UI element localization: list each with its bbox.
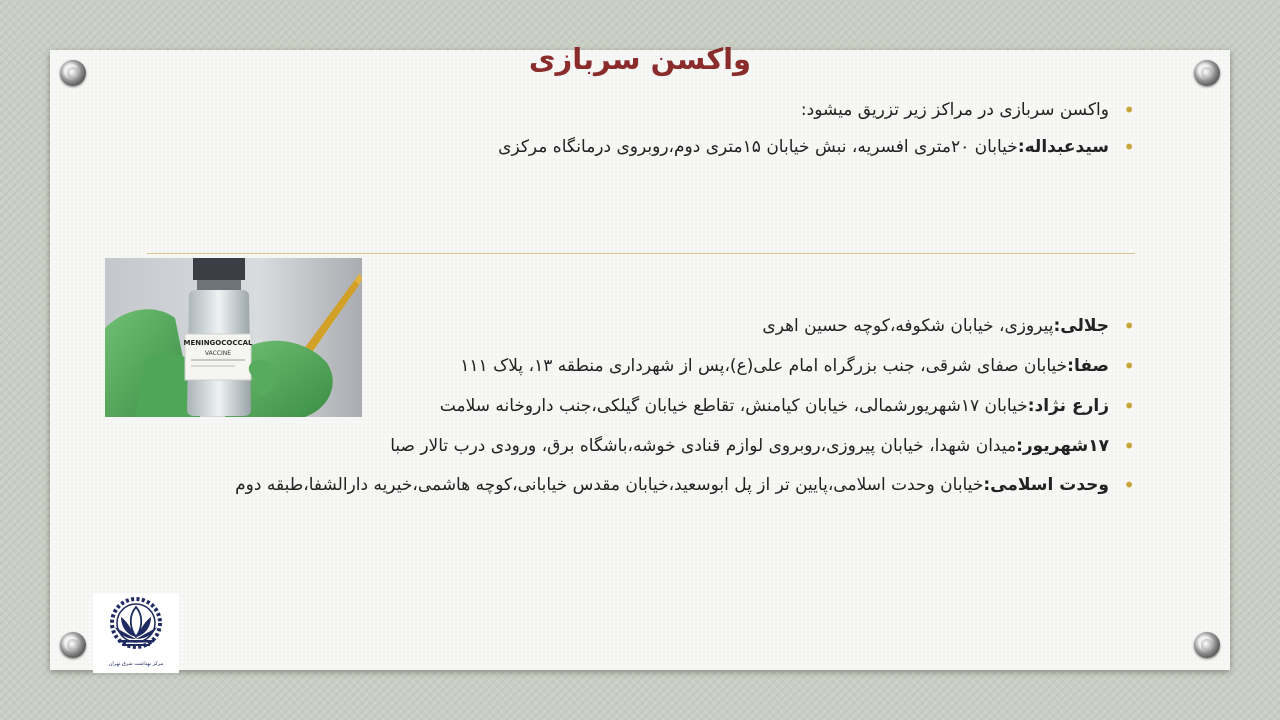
list-item bbox=[235, 473, 1135, 497]
list-item bbox=[235, 353, 1135, 379]
divider-line bbox=[147, 253, 1135, 254]
center-address: خیابان وحدت اسلامی،پایین تر از پل ابوسعید،خیابان مقدس خیابانی،کوچه هاشمی،خیریه دارالشفا،طبقه دوم bbox=[235, 475, 984, 495]
list-item bbox=[255, 134, 1135, 160]
center-name: زارع نژاد: bbox=[1027, 396, 1109, 416]
center-name: سیدعبداله: bbox=[1017, 137, 1109, 157]
center-address: پیروزی، خیابان شکوفه،کوچه حسین اهری bbox=[762, 316, 1054, 336]
rivet-bottom-right bbox=[1194, 632, 1220, 658]
rivet-bottom-left bbox=[60, 632, 86, 658]
center-address: خیابان ۲۰متری افسریه، نبش خیابان ۱۵متری دوم،روبروی درمانگاه مرکزی bbox=[498, 137, 1018, 157]
list-item bbox=[235, 393, 1135, 419]
list-item bbox=[255, 97, 1135, 123]
vial-label-line1: MENINGOCOCCAL bbox=[183, 339, 253, 347]
center-address: میدان شهدا، خیابان پیروزی،روبروی لوازم قنادی خوشه،باشگاه برق، ورودی درب تالار صبا bbox=[390, 436, 1017, 456]
center-address: خیابان صفای شرقی، جنب بزرگراه امام علی(ع)،پس از شهرداری منطقه ۱۳، پلاک ۱۱۱ bbox=[460, 356, 1068, 376]
lotus-emblem-icon bbox=[93, 593, 179, 663]
list-item bbox=[235, 433, 1135, 459]
center-name: وحدت اسلامی: bbox=[983, 475, 1109, 495]
list-item bbox=[235, 313, 1135, 339]
intro-list bbox=[255, 97, 1135, 171]
centers-list bbox=[235, 313, 1135, 511]
health-center-logo bbox=[93, 593, 179, 673]
center-address: خیابان ۱۷شهریورشمالی، خیابان کیامنش، تقاطع خیابان گیلکی،جنب داروخانه سلامت bbox=[439, 396, 1028, 416]
center-name: صفا: bbox=[1067, 356, 1109, 376]
logo-caption: مرکز بهداشت شرق تهران bbox=[108, 661, 164, 667]
page-title: واکسن سربازی bbox=[528, 42, 752, 76]
bullet-text: واکسن سربازی در مراکز زیر تزریق میشود: bbox=[800, 100, 1109, 120]
center-name: جلالی: bbox=[1053, 316, 1109, 336]
center-name: ۱۷شهریور: bbox=[1016, 436, 1109, 456]
vial-label-line2: VACCINE bbox=[204, 350, 232, 357]
